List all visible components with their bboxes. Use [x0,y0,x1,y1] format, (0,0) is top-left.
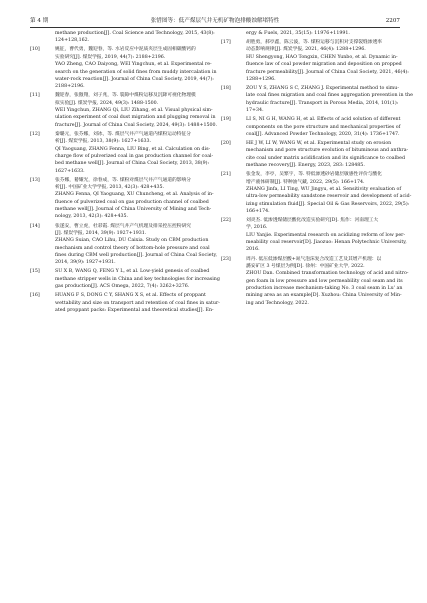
issue-number: 第 4 期 [30,18,49,24]
running-title: 张惜图等：低产煤层气井无机矿物泡排酸蚀解堵特性 [150,18,280,24]
reference-text-line: fracture permeability[J]. Journal of China Coal Society, 2021, 46(4): [246,69,409,75]
reference-text-line: 刘炎杰. 低渗透煤储层酸化改造实验研究[D]. 焦作：河南理工大 [246,218,379,224]
reference-entry [221,39,409,83]
reference-entry [221,116,401,138]
reference-text-line: production increase mechanism-taking No. 3 coal seam in Lu' an [246,285,403,291]
reference-text-line: late coal fines migration and coal fines aggregation prevention in the [246,93,413,99]
reference-entry [221,171,412,215]
reference-text-line: LIU Yanjie. Experimental research on acidizing reform of low per- [246,232,406,238]
reference-text-line: 张金发，李亭，吴繁宇，等. 特低渗透砂岩储层敏感性评价与酸化 [246,172,383,178]
reference-entry [221,85,413,114]
reference-text-line: fluence law of coal powder migration and deposition on propped [246,62,402,68]
reference-text-line: 2014, 39(9): 1927+1931. [55,260,116,266]
reference-text-line: 2188+2196. [55,84,85,90]
reference-text-line: 实验研究[J]. 煤炭学报, 2019, 44(7): 2188+2196. [55,54,166,60]
reference-text-line: gas production[J]. ACS Omega, 2022, 7(4): 3262+3276. [55,284,190,290]
reference-entry [30,268,220,290]
reference-text-line: charge flow of pulverized coal in gas production channel for coal- [55,153,214,159]
reference-text-line: 秦璐元，张芬娜，刘冰，等. 煤层气井产气通道内煤粉运动特征分 [55,131,192,137]
reference-number: [15] [30,269,40,275]
left-reference-column [30,30,220,316]
reference-text-line: 1288+1296. [246,76,276,82]
reference-text-line: LI S, NI G H, WANG H, et al. Effects of acid solution of different [246,117,401,123]
reference-text-line: izing stimulation fluid[J]. Special Oil & Gas Reservoirs, 2022, 29(5): [246,201,410,207]
right-reference-column [221,30,413,309]
reference-text-line: 124+128,162. [55,38,90,44]
reference-number: [20] [221,141,231,146]
reference-text-line: 张芬娜，綦耀光，徐春成，等. 煤粉对煤层气井产气通道的影响分 [55,177,192,183]
reference-text-line: 魏迎春，张傲翔，刘子兆，等. 裂隙中煤粉运移及沉降可视化物理模 [55,93,196,99]
reference-number: [22] [221,218,231,224]
reference-number: [17] [221,40,231,46]
reference-number: [23] [221,256,231,262]
reference-number: [10] [30,47,40,53]
reference-number: [11] [30,93,40,99]
reference-text-line: 2016. [246,247,260,253]
reference-text-line: 增产液体研制[J]. 特种油气藏, 2022, 29(5): 166+174. [246,179,365,185]
reference-number: [19] [221,117,231,123]
reference-text-line: 学, 2016. [246,225,268,231]
reference-text-line: hydraulic fracture[J]. Transport in Porous Media, 2014, 101(1): [246,100,399,106]
reference-number: [14] [30,223,40,229]
reference-text-line: components on the pore structure and mechanical properties of [246,124,401,130]
reference-text-line: ZHANG Suian, CAO Lihu, DU Caixia. Study on CBM production [55,238,209,244]
reference-text-line: nology, 2013, 42(3): 428+435. [55,214,129,220]
reference-text-line: 潞安矿区 3 号煤层为例[D]. 徐州：中国矿业大学, 2022. [246,263,365,269]
reference-text-line: fines during CBM well production[J]. Journal of China Coal Society, [55,252,218,258]
reference-text-line: mechanism and control theory of bottom-hole pressure and coal [55,245,210,251]
reference-text-line: HE J W, LI W, WANG W, et al. Experimental study on erosion [246,141,392,146]
reference-text-line: 胡胜勇，郝亭鑫，陈云波，等. 煤粉运移与沉积对支撑裂缝渗透率 [246,40,383,46]
reference-text-line: QI Yaoguang, ZHANG Fenna, LIU Bing, et al. Calculation on dis- [55,146,211,152]
reference-text-line: ZOU Y S, ZHANG S C, ZHANG J. Experimental method to simu- [246,86,399,91]
reference-text-line: 拟实验[J]. 煤炭学报, 2024, 49(3): 1488-1500. [55,100,159,106]
reference-text-line: mining area as an example[D]. Xuzhou: China University of Min- [246,293,402,299]
reference-text-line: 姚征，曹代勇，魏迎春，等. 水岩反应中泥质夹层生成固相碳酸钙的 [55,47,196,53]
reference-text-line: meability coal reservoir[D]. Jiaozuo: Henan Polytechnic University, [246,240,407,246]
reference-text-line: methane recovery[J]. Energy, 2023, 283: 128485. [246,163,365,169]
reference-text-line: ing and Technology, 2022. [246,300,309,306]
reference-text-line: [J]. 煤炭学报, 2014, 39(9): 1927+1931. [55,230,147,236]
reference-text-line: ultra-low permeability sandstone reservoir and development of acid- [246,194,412,200]
reference-text-line: 166+174. [246,208,270,214]
reference-number: [13] [30,177,40,183]
reference-text-line: 析[J]. 中国矿业大学学报, 2013, 42(3): 428+435. [55,185,165,191]
reference-entry [30,131,214,175]
running-header [30,15,400,28]
reference-text-line: coal[J]. Advanced Powder Technology, 2020, 31(4): 1736+1747. [246,131,400,137]
reference-text-line: mechanism and pore structure evolution of bituminous and anthra- [246,148,409,154]
reference-text-line: ated proppant packs: Experimental and theoretical studies[J]. En- [55,307,214,313]
reference-number: [21] [221,172,231,178]
reference-text-line: cite coal under matrix acidification and its significance to coalbed [246,155,405,161]
reference-text-line: 1627+1633. [55,168,85,174]
reference-text-line: ulation experiment of coal dust migration and plugging removal in [55,115,216,121]
reference-entry [30,292,220,314]
reference-number: [16] [30,293,40,299]
reference-entry [221,256,409,307]
page-number: 2207 [385,18,400,24]
reference-text-line: water-rock reaction[J]. Journal of China Coal Society, 2019, 44(7): [55,76,214,82]
reference-text-line: 析[J]. 煤炭学报, 2013, 38(9): 1627+1633. [55,139,152,145]
reference-text-line: ergy & Fuels, 2021, 35(15): 11976+11991. [246,31,350,36]
reference-text-line: methane stripper wells in China and key technologies for increasing [55,276,220,282]
reference-text-line: methane well[J]. Journal of China University of Mining and Tech- [55,207,212,213]
reference-text-line: 周丹. 低压低渗煤层酸+氮气泡沫复合改造工艺及其增产机理：以 [246,256,382,262]
reference-text-line: WEI Yingchun, ZHANG Qi, LIU Zihang, et al. Visual physical sim- [55,108,213,114]
reference-continuation [30,30,215,45]
reference-entry [30,46,217,90]
reference-continuation [221,30,395,37]
reference-text-line: 17+34. [246,108,264,114]
reference-number: [18] [221,86,231,91]
reference-text-line: wettability and size on transport and retention of coal fines in satur- [55,300,220,306]
reference-text-line: search on the generation of solid fines from muddy intercalation in [55,69,217,75]
reference-entry [30,92,218,129]
reference-text-line: SU X B, WANG Q, FENG Y L, et al. Low-yield genesis of coalbed [55,269,210,275]
reference-text-line: ZHOU Dan. Combined transformation technology of acid and nitro- [246,271,409,277]
reference-text-line: ZHANG Fenna, QI Yaoguang, XU Chuncheng, et al. Analysis of in- [55,192,214,198]
reference-text-line: 动态影响规律[J]. 煤炭学报, 2021, 46(4): 1288+1296. [246,47,366,53]
reference-text-line: YAO Zheng, CAO Daiyong, WEI Yingchun, et al. Experimental re- [55,62,212,68]
reference-text-line: HUANG F S, DONG C Y, SHANG X S, et al. Effects of proppant [55,293,206,299]
reference-text-line: methane production[J]. Coal Science and Technology, 2015, 43(8): [55,31,215,36]
reference-entry [221,217,407,254]
reference-text-line: HU Shengyong, HAO Tongxin, CHEN Yunbo, et al. Dynamic in- [246,54,398,60]
reference-text-line: fracture[J]. Journal of China Coal Society, 2024, 49(3): 1488+1500. [55,122,218,128]
reference-entry [30,223,218,267]
reference-text-line: gen foam in low pressure and low permeability coal seam and its [246,278,403,284]
reference-number: [12] [30,131,40,137]
reference-entry [221,140,409,169]
reference-text-line: fluence of pulverized coal on gas production channel of coalbed [55,199,209,205]
reference-text-line: 张遂安，曹立虎，杜彩霞. 煤层气井产气机理及排采控压控粉研究 [55,223,192,229]
reference-text-line: ZHANG Jinfa, LI Ting, WU Jingyu, et al. Sensitivity evaluation of [246,186,402,192]
reference-text-line: bed methane well[J]. Journal of China Coal Society, 2013, 38(9): [55,161,210,167]
reference-entry [30,177,214,221]
